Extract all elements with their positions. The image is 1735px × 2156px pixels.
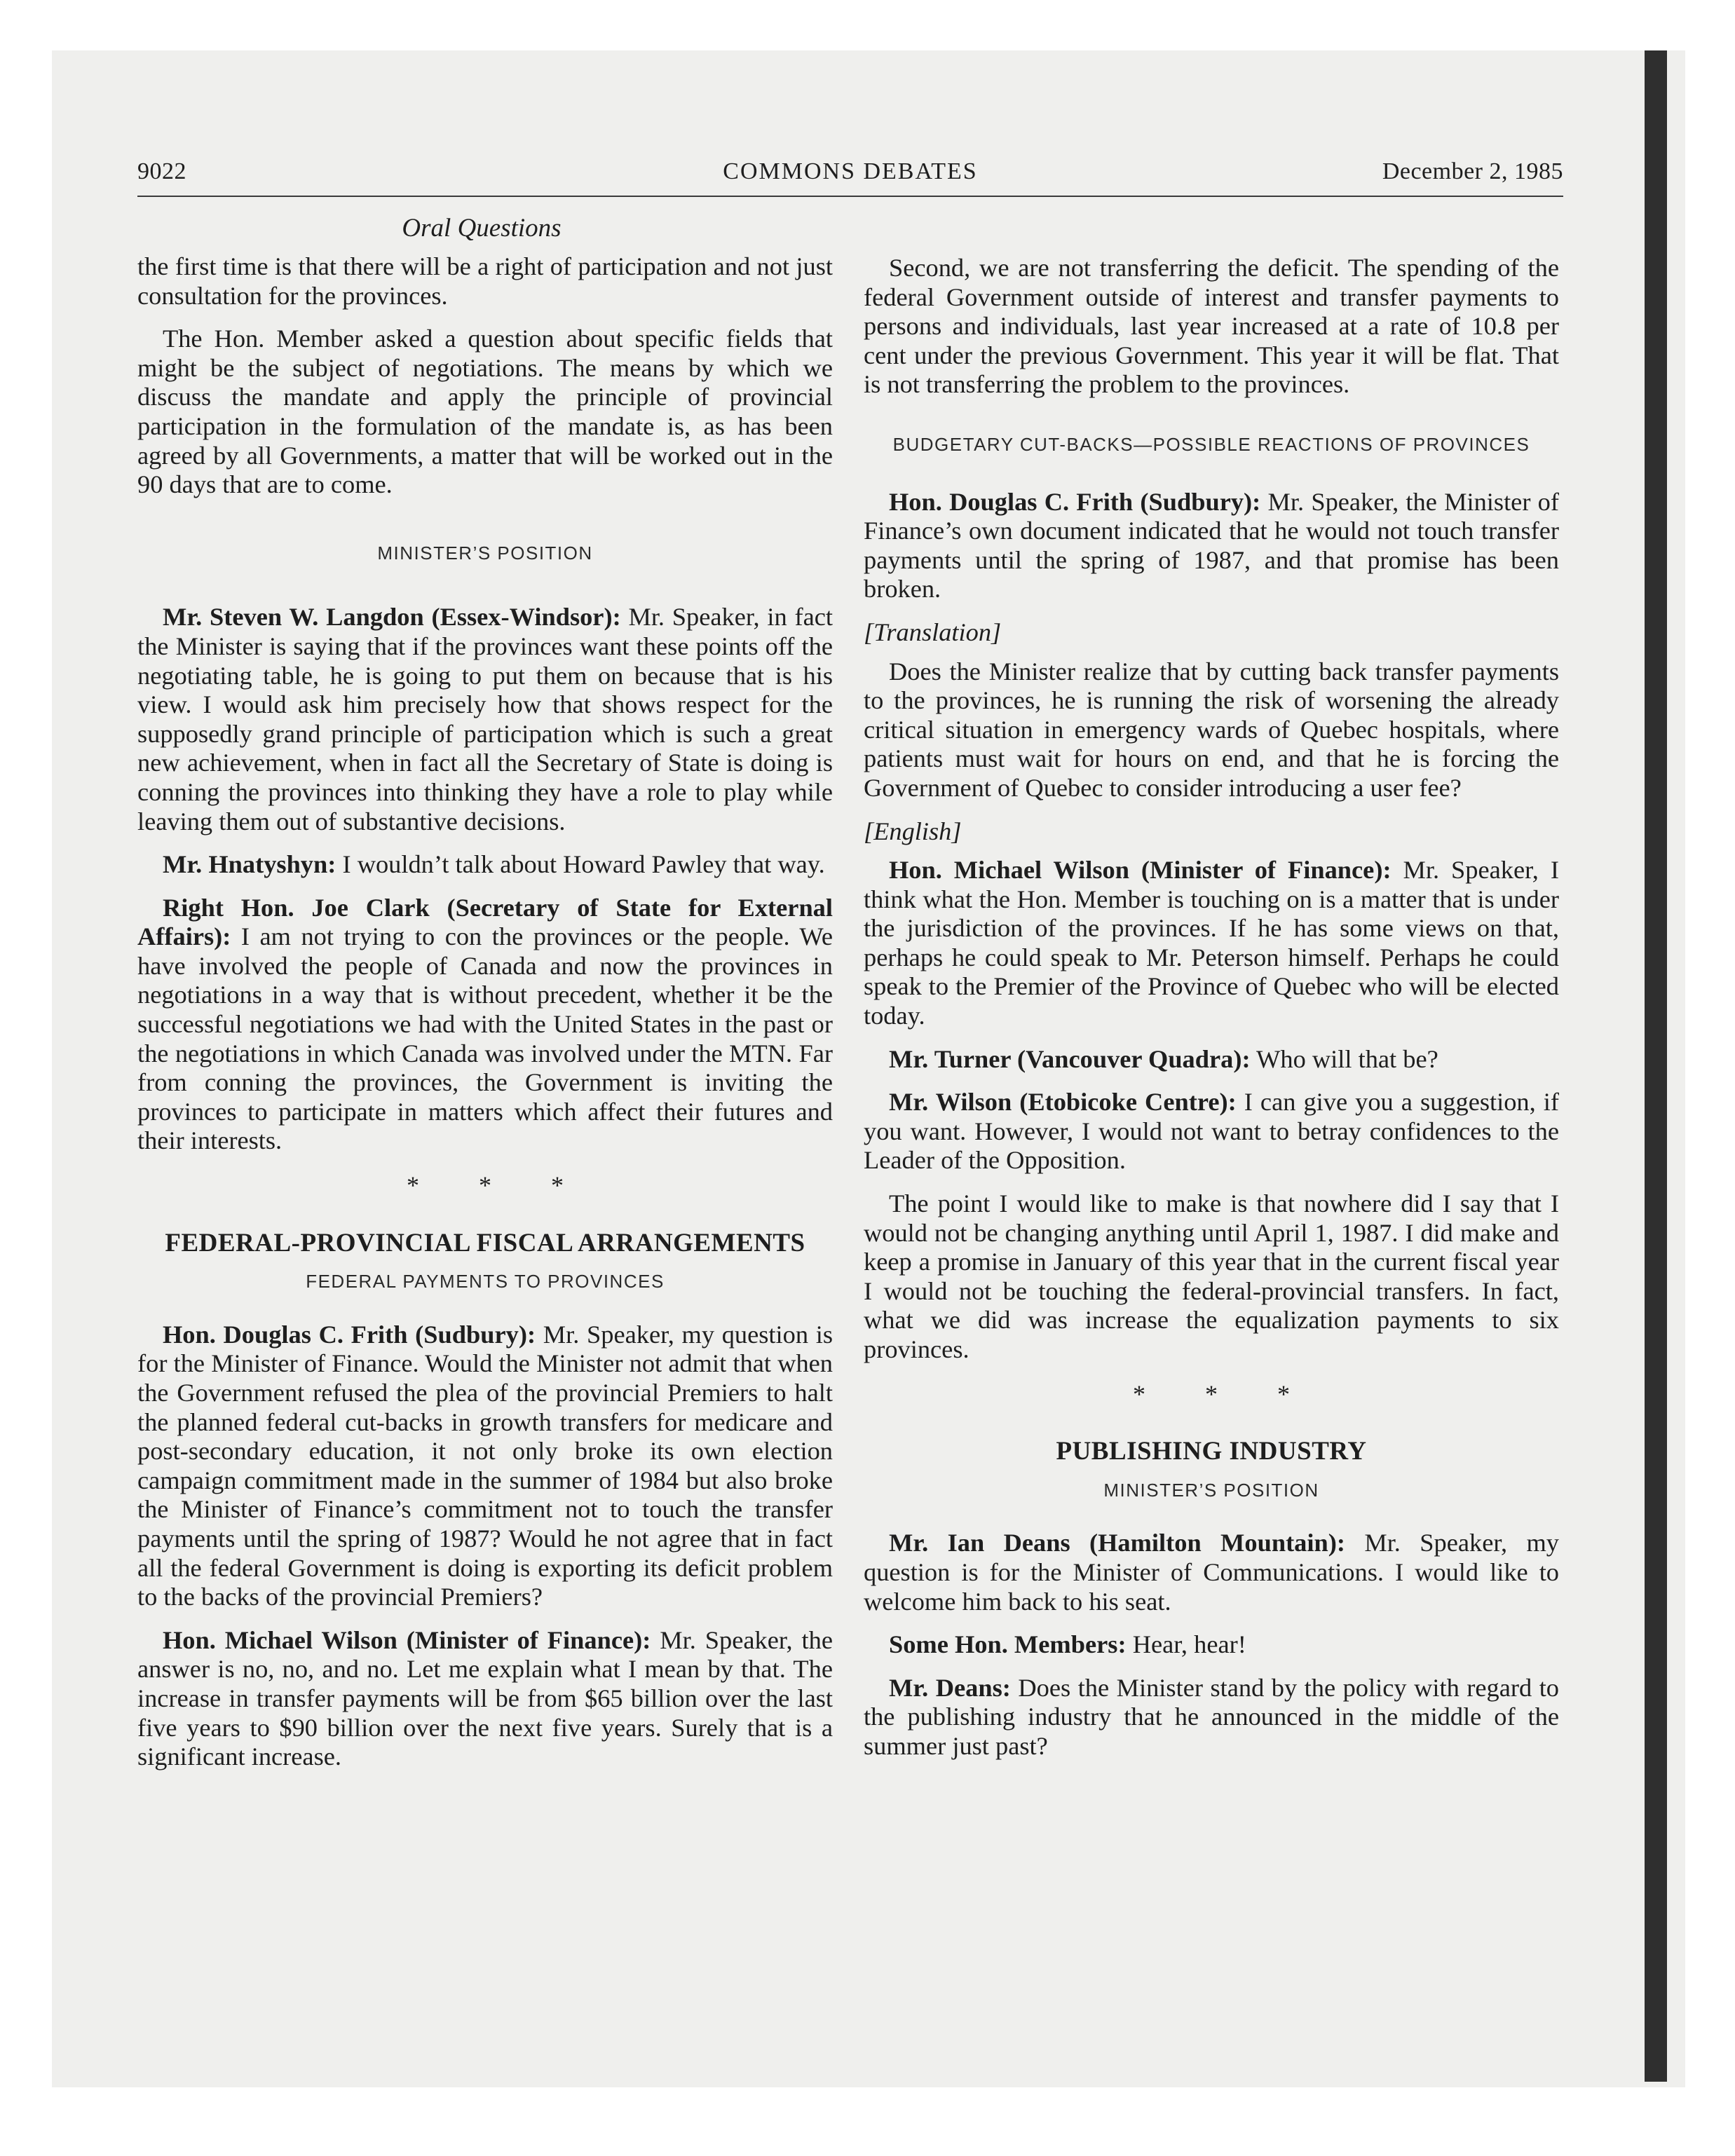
header-rule	[137, 196, 1563, 197]
page-number: 9022	[137, 158, 186, 184]
speech-text: Mr. Speaker, the answer is no, no, and no. Let me explain what I mean by that. The increase in transfer payments will be from $65 billion over the last five years to $90 billion over the next five years. Surely that is a significant increase.	[137, 1625, 833, 1771]
speech-frith	[137, 1321, 833, 1612]
translation-label: [Translation]	[864, 618, 1002, 646]
speech-text: I am not trying to con the provinces or the people. We have involved the people of Canada and now the provinces in negotiations in a way that is without precedent, whether it be the successful negotiations we had with the United States in the past or the negotiations in which Canada was involved under the MTN. Far from conning the provinces, the Government is inviting the provinces to participate in matters which affect their futures and their interests.	[137, 922, 833, 1155]
speaker-name: Mr. Ian Deans (Hamilton Mountain):	[889, 1529, 1345, 1557]
speaker-name: Mr. Steven W. Langdon (Essex-Windsor):	[163, 603, 621, 632]
speaker-name: Hon. Douglas C. Frith (Sudbury):	[163, 1320, 536, 1349]
speaker-name: Mr. Wilson (Etobicoke Centre):	[889, 1088, 1237, 1117]
speech-deans-2	[864, 1674, 1559, 1761]
right-column	[864, 254, 1559, 1775]
speech-text: Mr. Speaker, my question is for the Minister of Communications. I would like to welcome him back to his seat.	[864, 1529, 1559, 1616]
page-edge-shadow	[1645, 50, 1667, 2082]
paragraph: The point I would like to make is that nowhere did I say that I would not be changing anything until April 1, 1987. I did make and keep a promise in January of this year that in the current fiscal year I would not be touching the federal-provincial transfers. In fact, what we did was increase the equalization payments to six provinces.	[864, 1189, 1559, 1363]
subheading: FEDERAL PAYMENTS TO PROVINCES	[306, 1271, 665, 1292]
speaker-name: Some Hon. Members:	[889, 1630, 1127, 1659]
speaker-name: Mr. Turner (Vancouver Quadra):	[889, 1044, 1251, 1073]
paragraph: the first time is that there will be a right of participation and not just consultation for the provinces.	[137, 252, 833, 310]
speaker-name: Hon. Michael Wilson (Minister of Finance):	[163, 1625, 651, 1654]
speech-text: Who will that be?	[1256, 1044, 1438, 1073]
speech-turner	[864, 1045, 1559, 1074]
paragraph: Does the Minister realize that by cutting back transfer payments to the provinces, he is running the risk of worsening the already critical situation in emergency wards of Quebec hospitals, where patients must wait for hours on end, and that he is forcing the Government of Quebec to consider introducing a user fee?	[864, 657, 1559, 802]
subheading: MINISTER’S POSITION	[377, 542, 593, 564]
speech-text: Does the Minister stand by the policy with regard to the publishing industry that he announced in the middle of the summer just past?	[864, 1673, 1559, 1760]
speech-wilson-etobicoke	[864, 1088, 1559, 1175]
speaker-name: Mr. Deans:	[889, 1673, 1011, 1702]
speech-frith	[864, 488, 1559, 604]
subheading: BUDGETARY CUT-BACKS—POSSIBLE REACTIONS OF PROVINCES	[892, 433, 1530, 455]
speaker-name: Mr. Hnatyshyn:	[163, 850, 336, 879]
publication-title: COMMONS DEBATES	[723, 158, 978, 184]
speech-text: I wouldn’t talk about Howard Pawley that way.	[342, 850, 825, 879]
left-column	[137, 252, 833, 1786]
running-header	[137, 158, 1563, 198]
speech-wilson	[864, 856, 1559, 1031]
main-heading: PUBLISHING INDUSTRY	[1056, 1437, 1367, 1466]
speech-deans	[864, 1529, 1559, 1616]
subheading: MINISTER’S POSITION	[1103, 1479, 1319, 1501]
paragraph: The Hon. Member asked a question about specific fields that might be the subject of negotiations. The means by which we discuss the mandate and apply the principle of provincial participation in the formulation of the mandate is, as has been agreed by all Governments, a matter that will be worked out in the 90 days that are to come.	[137, 325, 833, 499]
speech-text: Mr. Speaker, in fact the Minister is saying that if the provinces want these points off the negotiating table, he is going to put them on because that is his view. I would ask him precisely how that shows respect for the supposedly grand principle of participation which is such a great new achievement, when in fact all the Secretary of State is doing is conning the provinces into thinking they have a role to play while leaving them out of substantive decisions.	[137, 603, 833, 835]
speech-text: Mr. Speaker, the Minister of Finance’s own document indicated that he would not touch transfer payments until the spring of 1987, and that promise has been broken.	[864, 487, 1559, 603]
speech-text: Hear, hear!	[1132, 1630, 1246, 1659]
speaker-name: Right Hon. Joe Clark (Secretary of State for External Affairs):	[137, 893, 833, 951]
speech-text: Mr. Speaker, my question is for the Minister of Finance. Would the Minister not admit that when the Government refused the plea of the provincial Premiers to halt the planned federal cut-backs in growth transfers for medicare and post-secondary education, it not only broke its own election campaign commitment made in the summer of 1984 but also broke the Minister of Finance’s commitment not to touch the transfer payments until the spring of 1987? Would he not agree that in fact all the federal Government is doing is exporting its deficit problem to the backs of the provincial Premiers?	[137, 1320, 833, 1611]
speech-clark	[137, 894, 833, 1156]
section-label: Oral Questions	[402, 214, 562, 243]
separator-stars: * * *	[407, 1171, 590, 1200]
speech-members	[864, 1630, 1559, 1660]
speech-text: Mr. Speaker, I think what the Hon. Member is touching on is a matter that is under the jurisdiction of the provinces. If he has some views on that, perhaps he could speak to Mr. Peterson himself. Perhaps he could speak to the Premier of the Province of Quebec who will be elected today.	[864, 856, 1559, 1030]
separator-stars: * * *	[1133, 1379, 1316, 1408]
speech-hnatyshyn	[137, 850, 833, 880]
paragraph: Second, we are not transferring the deficit. The spending of the federal Government outside of interest and transfer payments to persons and individuals, last year increased at a rate of 10.8 per cent under the previous Government. This year it will be flat. That is not transferring the problem to the provinces.	[864, 254, 1559, 399]
speaker-name: Hon. Michael Wilson (Minister of Finance):	[889, 856, 1392, 885]
speech-text: I can give you a suggestion, if you want. However, I would not want to betray confidences to the Leader of the Opposition.	[864, 1088, 1559, 1175]
speech-wilson	[137, 1626, 833, 1772]
language-label: [English]	[864, 817, 962, 845]
main-heading: FEDERAL-PROVINCIAL FISCAL ARRANGEMENTS	[165, 1228, 805, 1257]
header-date: December 2, 1985	[1382, 158, 1563, 184]
speech-langdon	[137, 603, 833, 836]
speaker-name: Hon. Douglas C. Frith (Sudbury):	[889, 487, 1261, 516]
